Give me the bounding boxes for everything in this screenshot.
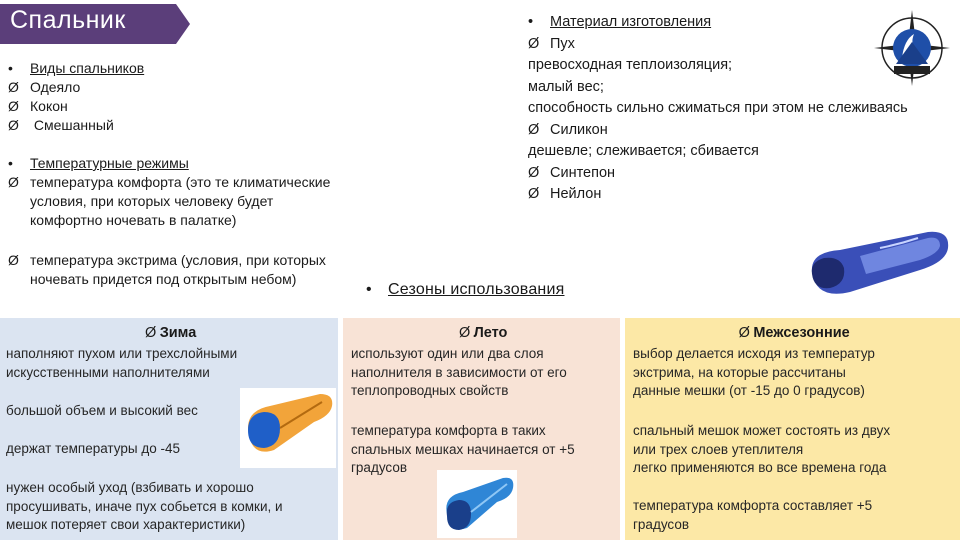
comfort-line: температура комфорта (это те климатические — [30, 174, 331, 190]
seasons-header-row: • Сезоны использования — [366, 281, 565, 298]
summer-text: спальных мешках начинается от +5 — [351, 441, 575, 457]
mid-text: спальный мешок может состоять из двух — [633, 423, 891, 438]
type-item: Одеяло — [30, 79, 81, 95]
mid-text: легко применяются во все времена года — [633, 460, 887, 475]
material-line: способность сильно сжиматься при этом не слеживаясь — [528, 100, 908, 116]
winter-text: просушивать, иначе пух собьется в комки, и — [6, 498, 283, 514]
comfort-line: комфортно ночевать в палатке) — [30, 212, 237, 228]
midseason-panel — [625, 318, 960, 540]
winter-text: большой объем и высокий вес — [6, 403, 198, 418]
winter-text: нужен особый уход (взбивать и хорошо — [6, 480, 254, 495]
material-line: Пух — [550, 35, 575, 52]
summer-text: наполнителя в зависимости от его — [351, 364, 567, 380]
summer-text: температура комфорта в таких — [351, 423, 546, 438]
summer-panel — [343, 318, 620, 540]
mid-text: или трех слоев утеплителя — [633, 441, 804, 457]
page-title: Спальник — [10, 6, 126, 34]
sleeping-bag-image — [800, 222, 952, 304]
winter-text: держат температуры до -45 — [6, 441, 180, 456]
mid-text: экстрима, на которые рассчитаны — [633, 364, 846, 380]
types-list: • Виды спальников Ø Одеяло Ø Кокон Ø Смешанный — [8, 60, 145, 133]
temps-list: • Температурные режимы Ø температура комфорта (это те климатические условия, при которых человеку будет комфортно ночевать в палатке) — [8, 155, 331, 228]
winter-text: мешок потеряет свои характеристики) — [6, 517, 246, 532]
material-line: превосходная теплоизоляция; — [528, 57, 733, 73]
materials-list: • Материал изготовления Ø Пух превосходная теплоизоляция; малый вес; способность сильно сжиматься при этом не слеживаясь Ø Силикон дешевле; слеживается; сбивается Ø Синтепон Ø Нейлон — [528, 14, 908, 202]
comfort-line: условия, при которых человеку будет — [30, 193, 274, 209]
mid-text: градусов — [633, 516, 689, 532]
winter-title: Зима — [159, 325, 197, 341]
extreme-line: температура экстрима (условия, при которых — [30, 252, 326, 268]
material-line: Нейлон — [550, 186, 602, 202]
material-line: дешевле; слеживается; сбивается — [528, 143, 759, 159]
extreme-line: ночевать придется под открытым небом) — [30, 271, 297, 287]
summer-title: Лето — [473, 325, 508, 341]
extreme-list: Ø температура экстрима (условия, при которых ночевать придется под открытым небом) — [8, 252, 326, 287]
material-line: Силикон — [550, 121, 608, 138]
mid-text: данные мешки (от -15 до 0 градусов) — [633, 383, 865, 398]
compass-logo-icon — [872, 8, 952, 88]
mid-text: выбор делается исходя из температур — [633, 346, 875, 361]
winter-panel — [0, 318, 338, 540]
type-item: Смешанный — [30, 117, 114, 133]
summer-title-row: Ø Лето — [458, 325, 508, 341]
mid-text: температура комфорта составляет +5 — [633, 498, 873, 513]
winter-text: наполняют пухом или трехслойными — [6, 346, 238, 361]
seasons-header: Сезоны использования — [388, 281, 565, 298]
winter-title-row: Ø Зима — [145, 325, 197, 341]
winter-bag-image — [240, 388, 336, 468]
mid-title-row: Ø Межсезонние — [738, 325, 850, 341]
winter-text: искусственными наполнителями — [6, 364, 210, 380]
summer-bag-image — [437, 470, 517, 538]
temps-header: Температурные режимы — [30, 155, 189, 171]
material-line: Синтепон — [550, 164, 616, 181]
type-item: Кокон — [30, 98, 68, 114]
mid-title: Межсезонние — [753, 325, 850, 341]
materials-header: Материал изготовления — [550, 14, 712, 30]
summer-text: используют один или два слоя — [351, 346, 544, 361]
types-header: Виды спальников — [30, 60, 145, 76]
summer-text: теплопроводных свойств — [351, 383, 509, 398]
material-line: малый вес; — [528, 78, 604, 95]
summer-text: градусов — [351, 460, 407, 475]
